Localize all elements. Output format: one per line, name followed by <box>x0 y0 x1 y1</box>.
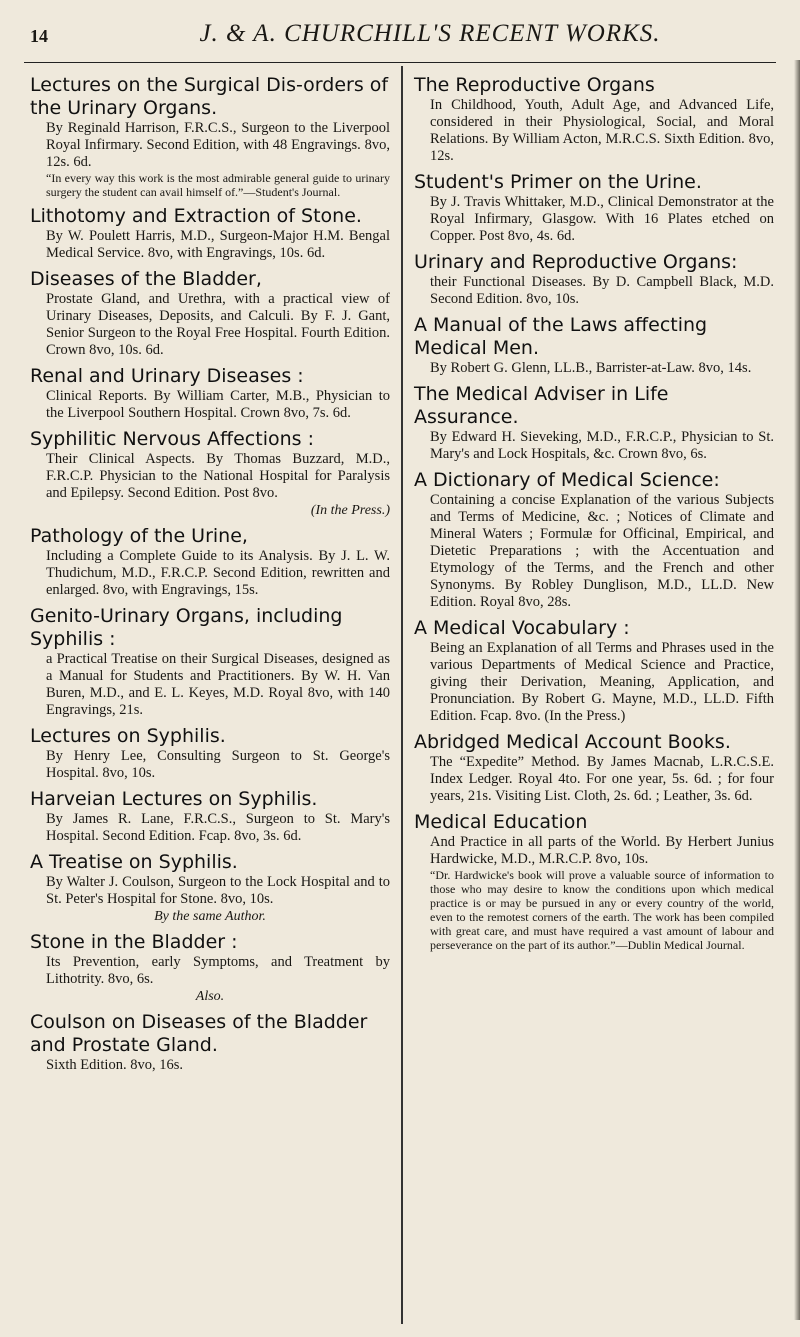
book-title: Abridged Medical Account Books. <box>414 731 731 753</box>
book-title: Syphilitic Nervous Affections : <box>30 428 314 450</box>
book-entry <box>30 205 390 262</box>
book-entry <box>30 851 390 925</box>
book-entry <box>30 365 390 422</box>
page-header <box>24 10 776 63</box>
book-title: A Manual of the Laws affecting Medical Men. <box>414 314 708 359</box>
book-title: Student's Primer on the Urine. <box>414 171 702 193</box>
book-entry <box>414 314 774 377</box>
book-entry <box>414 74 774 165</box>
book-title: Lectures on the Surgical Dis-orders of the Urinary Organs. <box>30 74 389 119</box>
author-note: By the same Author. <box>154 909 266 924</box>
page-number: 14 <box>30 26 48 46</box>
book-description: a Practical Treatise on their Surgical Diseases, designed as a Manual for Students and Practitioners. By W. H. Van Buren, M.D., and E. L. Keyes, M.D. Royal 8vo, with 140 Engravings, 21s. <box>46 651 390 718</box>
book-title: A Dictionary of Medical Science: <box>414 469 720 491</box>
right-column <box>414 74 774 958</box>
book-description: By Walter J. Coulson, Surgeon to the Lock Hospital and to St. Peter's Hospital for Stone. 8vo, 10s. <box>46 874 390 907</box>
book-entry <box>30 931 390 1005</box>
book-entry <box>414 811 774 952</box>
book-description: By W. Poulett Harris, M.D., Surgeon-Major H.M. Bengal Medical Service. 8vo, with Engravings, 10s. 6d. <box>46 228 390 261</box>
running-title: J. & A. CHURCHILL'S RECENT WORKS. <box>199 20 661 47</box>
book-entry <box>30 605 390 719</box>
book-title: Renal and Urinary Diseases : <box>30 365 304 387</box>
book-title: Coulson on Diseases of the Bladder and Prostate Gland. <box>30 1011 368 1056</box>
book-description: By Reginald Harrison, F.R.C.S., Surgeon to the Liverpool Royal Infirmary. Second Edition, with 48 Engravings. 8vo, 12s. 6d. <box>46 120 390 170</box>
book-description: And Practice in all parts of the World. By Herbert Junius Hardwicke, M.D., M.R.C.P. 8vo, 10s. <box>430 834 774 867</box>
book-entry <box>414 171 774 245</box>
book-title: Genito-Urinary Organs, including Syphilis : <box>30 605 343 650</box>
book-title: Lectures on Syphilis. <box>30 725 226 747</box>
book-description: Including a Complete Guide to its Analysis. By J. L. W. Thudichum, M.D., F.R.C.P. Second Edition, rewritten and enlarged. 8vo, with Engravings, 15s. <box>46 548 390 598</box>
book-title: A Medical Vocabulary : <box>414 617 630 639</box>
book-title: The Medical Adviser in Life Assurance. <box>414 383 669 428</box>
book-description: Their Clinical Aspects. By Thomas Buzzard, M.D., F.R.C.P. Physician to the National Hospital for Paralysis and Epilepsy. Second Edition. Post 8vo. <box>46 451 390 501</box>
book-entry <box>414 617 774 725</box>
book-description: Prostate Gland, and Urethra, with a practical view of Urinary Diseases, Deposits, and Calculi. By F. J. Gant, Senior Surgeon to the Royal Free Hospital. Fourth Edition. Crown 8vo, 10s. 6d. <box>46 291 390 358</box>
book-entry <box>414 383 774 463</box>
book-description: Sixth Edition. 8vo, 16s. <box>46 1057 183 1073</box>
book-entry <box>30 788 390 845</box>
book-title: Lithotomy and Extraction of Stone. <box>30 205 362 227</box>
book-description: By J. Travis Whittaker, M.D., Clinical Demonstrator at the Royal Infirmary, Glasgow. With 16 Plates etched on Copper. Post 8vo, 4s. 6d. <box>430 194 774 244</box>
book-title: The Reproductive Organs <box>414 74 655 96</box>
book-title: Urinary and Reproductive Organs: <box>414 251 738 273</box>
book-entry <box>30 428 390 519</box>
book-entry <box>30 525 390 599</box>
book-title: A Treatise on Syphilis. <box>30 851 238 873</box>
book-title: Harveian Lectures on Syphilis. <box>30 788 318 810</box>
column-divider <box>401 66 403 1324</box>
book-title: Diseases of the Bladder, <box>30 268 262 290</box>
book-description: their Functional Diseases. By D. Campbell Black, M.D. Second Edition. 8vo, 10s. <box>430 274 774 307</box>
review-quote: “In every way this work is the most admirable general guide to urinary surgery the student can avail himself of.”—Student's Journal. <box>46 171 390 199</box>
book-description: In Childhood, Youth, Adult Age, and Advanced Life, considered in their Physiological, Social, and Moral Relations. By William Acton, M.R.C.S. Sixth Edition. 8vo, 12s. <box>430 97 774 164</box>
page-edge-shadow <box>794 60 800 1320</box>
book-description: Clinical Reports. By William Carter, M.B., Physician to the Liverpool Southern Hospital. Crown 8vo, 7s. 6d. <box>46 388 390 421</box>
book-description: By Edward H. Sieveking, M.D., F.R.C.P., Physician to St. Mary's and Lock Hospitals, &c. Crown 8vo, 6s. <box>430 429 774 462</box>
author-note: Also. <box>195 989 225 1004</box>
book-description: By Henry Lee, Consulting Surgeon to St. George's Hospital. 8vo, 10s. <box>46 748 390 781</box>
left-column <box>30 74 390 1080</box>
book-title: Stone in the Bladder : <box>30 931 238 953</box>
book-title: Medical Education <box>414 811 588 833</box>
book-entry <box>30 74 390 199</box>
book-entry <box>414 731 774 805</box>
book-description: Containing a concise Explanation of the various Subjects and Terms of Medicine, &c. ; Notices of Climate and Mineral Waters ; Formulæ for Officinal, Empirical, and Dietetic Preparations ; with the Accentuation and Etymology of the Terms, and the French and other Synonyms. By Robley Dunglison, M.D., LL.D. New Edition. Royal 8vo, 28s. <box>430 492 774 610</box>
book-entry <box>30 1011 390 1074</box>
book-description: By James R. Lane, F.R.C.S., Surgeon to St. Mary's Hospital. Second Edition. Fcap. 8vo, 3s. 6d. <box>46 811 390 844</box>
book-description: The “Expedite” Method. By James Macnab, L.R.C.S.E. Index Ledger. Royal 4to. For one year, 5s. 6d. ; for four years, 21s. Visiting List. Cloth, 2s. 6d. ; Leather, 3s. 6d. <box>430 754 774 804</box>
book-entry <box>30 268 390 359</box>
press-note: (In the Press.) <box>310 503 390 518</box>
book-description: Its Prevention, early Symptoms, and Treatment by Lithotrity. 8vo, 6s. <box>46 954 390 987</box>
book-description: By Robert G. Glenn, LL.B., Barrister-at-Law. 8vo, 14s. <box>430 360 752 376</box>
book-description: Being an Explanation of all Terms and Phrases used in the various Departments of Medical Science and Practice, giving their Derivation, Meaning, Application, and Pronunciation. By Robert G. Mayne, M.D., LL.D. Fifth Edition. Fcap. 8vo. (In the Press.) <box>430 640 774 724</box>
book-entry <box>414 251 774 308</box>
review-quote: “Dr. Hardwicke's book will prove a valuable source of information to those who may desire to know the conditions upon which medical practice is or may be pursued in any or every country of the world, even to the remotest corners of the earth. The work has been compiled with great care, and must have required a vast amount of labour and perseverance on the part of its author.”—Dublin Medical Journal. <box>430 868 774 952</box>
book-entry <box>414 469 774 611</box>
book-entry <box>30 725 390 782</box>
book-title: Pathology of the Urine, <box>30 525 248 547</box>
